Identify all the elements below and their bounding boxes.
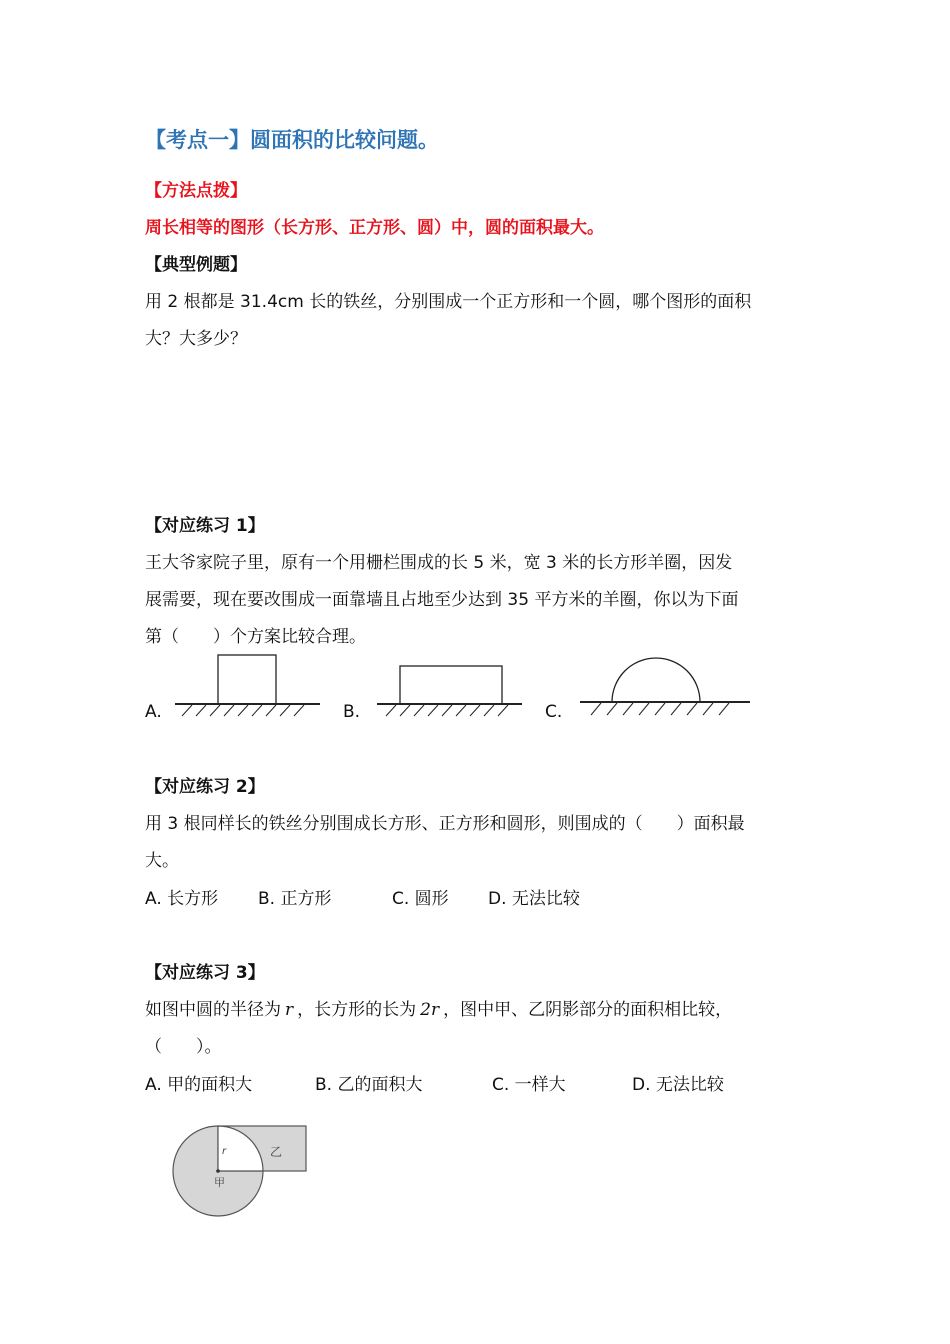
page-title: 【考点一】圆面积的比较问题。 <box>145 128 439 152</box>
option-a-square <box>218 655 276 704</box>
practice1-header: 【对应练习 1】 <box>145 516 265 536</box>
practice2-option-d: D. 无法比较 <box>488 889 580 909</box>
practice3-line-1-part-c: ，图中甲、乙阴影部分的面积相比较， <box>443 1000 733 1020</box>
practice1-option-c-label: C. <box>545 702 563 722</box>
example-line-1: 用 2 根都是 31.4cm 长的铁丝，分别围成一个正方形和一个圆，哪个图形的面积 <box>145 292 752 312</box>
practice3-figure <box>170 1120 315 1220</box>
practice3-line-2: （ ）。 <box>145 1037 222 1057</box>
practice3-option-a: A. 甲的面积大 <box>145 1075 253 1095</box>
practice3-line-1 <box>145 995 732 1020</box>
practice2-option-a: A. 长方形 <box>145 889 219 909</box>
practice3-header: 【对应练习 3】 <box>145 963 265 983</box>
practice3-line-1-part-b: ，长方形的长为 <box>297 1000 417 1020</box>
practice3-line-1-part-a: 如图中圆的半径为 <box>145 1000 281 1020</box>
practice1-line-2: 展需要，现在要改围成一面靠墙且占地至少达到 35 平方米的羊圈，你以为下面 <box>145 590 739 610</box>
practice2-header: 【对应练习 2】 <box>145 777 265 797</box>
practice1-line-3: 第（ ）个方案比较合理。 <box>145 627 366 647</box>
practice3-option-c: C. 一样大 <box>492 1075 566 1095</box>
example-header: 【典型例题】 <box>145 255 247 275</box>
center-point <box>216 1169 220 1173</box>
label-r: r <box>222 1146 227 1157</box>
label-yi: 乙 <box>270 1145 283 1159</box>
practice2-line-2: 大。 <box>145 851 179 871</box>
method-text: 周长相等的图形（长方形、正方形、圆）中，圆的面积最大。 <box>145 218 604 238</box>
practice3-option-d: D. 无法比较 <box>632 1075 724 1095</box>
option-b-rectangle <box>400 666 502 704</box>
variable-r: r <box>285 1000 294 1020</box>
practice1-option-b-label: B. <box>343 702 361 722</box>
practice2-option-c: C. 圆形 <box>392 889 449 909</box>
practice2-line-1: 用 3 根同样长的铁丝分别围成长方形、正方形和圆形，则围成的（ ）面积最 <box>145 814 745 834</box>
variable-2r: 2r <box>420 1000 440 1020</box>
option-a-figure <box>170 650 325 720</box>
practice2-option-b: B. 正方形 <box>258 889 332 909</box>
option-c-figure <box>575 650 755 720</box>
label-jia: 甲 <box>214 1176 225 1189</box>
example-line-2: 大？大多少？ <box>145 329 247 349</box>
method-header: 【方法点拨】 <box>145 181 247 201</box>
option-b-hatching <box>386 705 508 716</box>
option-c-semicircle <box>612 658 700 702</box>
option-c-hatching <box>591 703 729 715</box>
option-a-hatching <box>182 705 304 716</box>
practice3-option-b: B. 乙的面积大 <box>315 1075 423 1095</box>
option-b-figure <box>372 650 527 720</box>
practice1-line-1: 王大爷家院子里，原有一个用栅栏围成的长 5 米，宽 3 米的长方形羊圈，因发 <box>145 553 733 573</box>
practice1-option-a-label: A. <box>145 702 162 722</box>
